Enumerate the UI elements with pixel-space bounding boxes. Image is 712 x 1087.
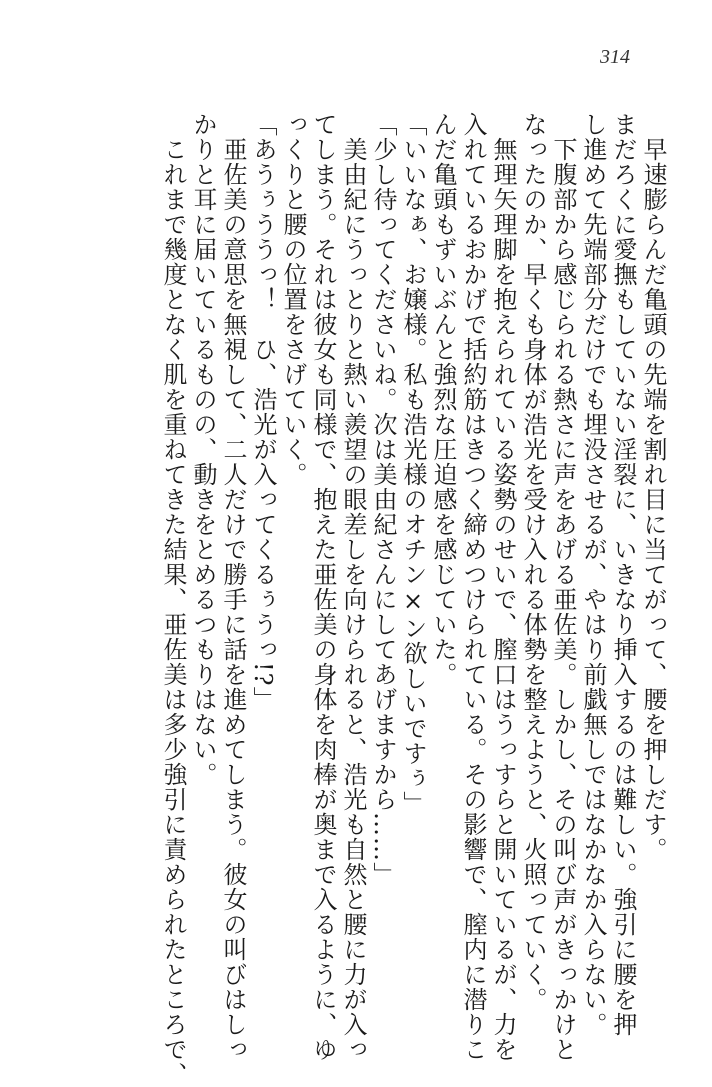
text-line: これまで幾度となく肌を重ねてきた結果、亜佐美は多少強引に責められたところで、: [159, 112, 187, 1087]
text-line: んだ亀頭もずいぶんと強烈な圧迫感を感じていた。: [429, 112, 457, 687]
text-line: っくりと腰の位置をさげていく。: [279, 112, 307, 487]
text-line: まだろくに愛撫もしていない淫裂に、いきなり挿入するのは難しい。強引に腰を押: [609, 112, 637, 1037]
text-line: 「あうぅううっ！ ひ、浩光が入ってくるぅうっ!?」: [249, 112, 277, 712]
text-line: 「少し待ってくださいね。次は美由紀さんにしてあげますから……」: [369, 112, 397, 887]
vertical-text-body: [158, 112, 668, 1087]
text-line: 下腹部から感じられる熱さに声をあげる亜佐美。しかし、その叫び声がきっかけと: [549, 112, 577, 1062]
text-line: し進めて先端部分だけでも埋没させるが、やはり前戯無しではなかなか入らない。: [579, 112, 607, 1037]
text-line: 無理矢理脚を抱えられている姿勢のせいで、膣口はうっすらと開いているが、力を: [489, 112, 517, 1062]
text-line: かりと耳に届いているものの、動きをとめるつもりはない。: [189, 112, 217, 787]
text-line: てしまう。それは彼女も同様で、抱えた亜佐美の身体を肉棒が奥まで入るように、ゆ: [309, 112, 337, 1062]
text-line: なったのか、早くも身体が浩光を受け入れる体勢を整えようと、火照っていく。: [519, 112, 547, 1012]
text-line: 「いいなぁ、お嬢様。私も浩光様のオチン×ン欲しいですぅ」: [399, 112, 427, 816]
page-number: 314: [600, 46, 630, 68]
text-line: 亜佐美の意思を無視して、二人だけで勝手に話を進めてしまう。彼女の叫びはしっ: [219, 112, 247, 1062]
text-line: 入れているおかげで括約筋はきつく締めつけられている。その影響で、膣内に潜りこ: [459, 112, 487, 1062]
text-line: 早速膨らんだ亀頭の先端を割れ目に当てがって、腰を押しだす。: [639, 112, 667, 862]
text-line: 美由紀にうっとりと熱い羨望の眼差しを向けられると、浩光も自然と腰に力が入っ: [339, 112, 367, 1062]
